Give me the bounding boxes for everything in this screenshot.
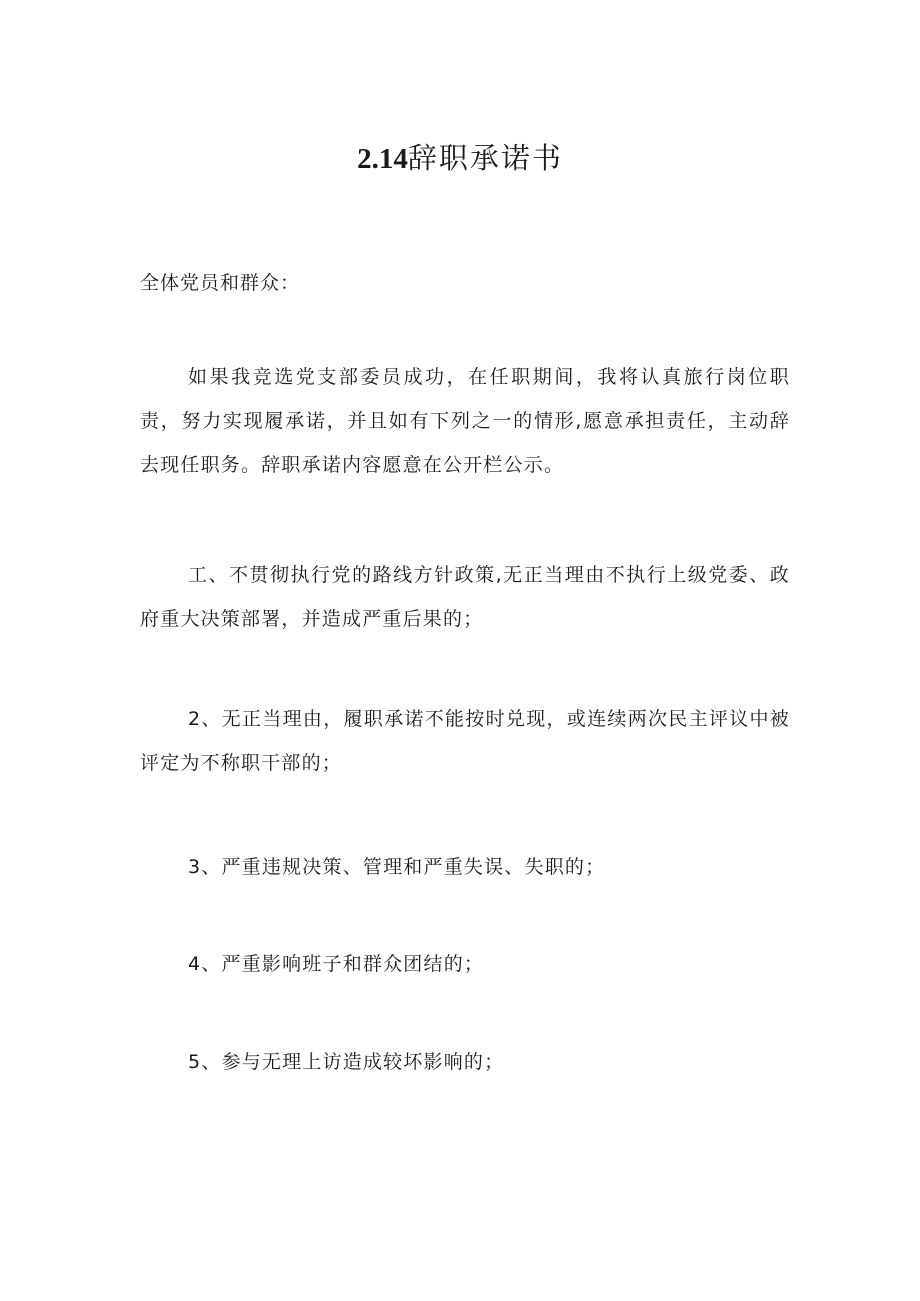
salutation: 全体党员和群众： [140, 272, 301, 294]
list-item-2: 2、无正当理由，履职承诺不能按时兑现，或连续两次民主评议中被评定为不称职干部的； [140, 708, 790, 774]
list-item-5: 5、参与无理上访造成较坏影响的； [188, 1051, 505, 1073]
title-text: 辞职承诺书 [407, 141, 563, 175]
title-number: 2.14 [357, 143, 408, 175]
list-item-1: 工、不贯彻执行党的路线方针政策,无正当理由不执行上级党委、政府重大决策部署，并造成严重后果的； [140, 564, 790, 630]
document-title [0, 136, 920, 181]
list-item-4: 4、严重影响班子和群众团结的； [188, 953, 485, 975]
list-item-3: 3、严重违规决策、管理和严重失误、失职的； [188, 856, 606, 878]
intro-paragraph: 如果我竞选党支部委员成功，在任职期间，我将认真旅行岗位职责，努力实现履承诺，并且如有下列之一的情形,愿意承担责任，主动辞去现任职务。辞职承诺内容愿意在公开栏公示。 [140, 366, 790, 476]
